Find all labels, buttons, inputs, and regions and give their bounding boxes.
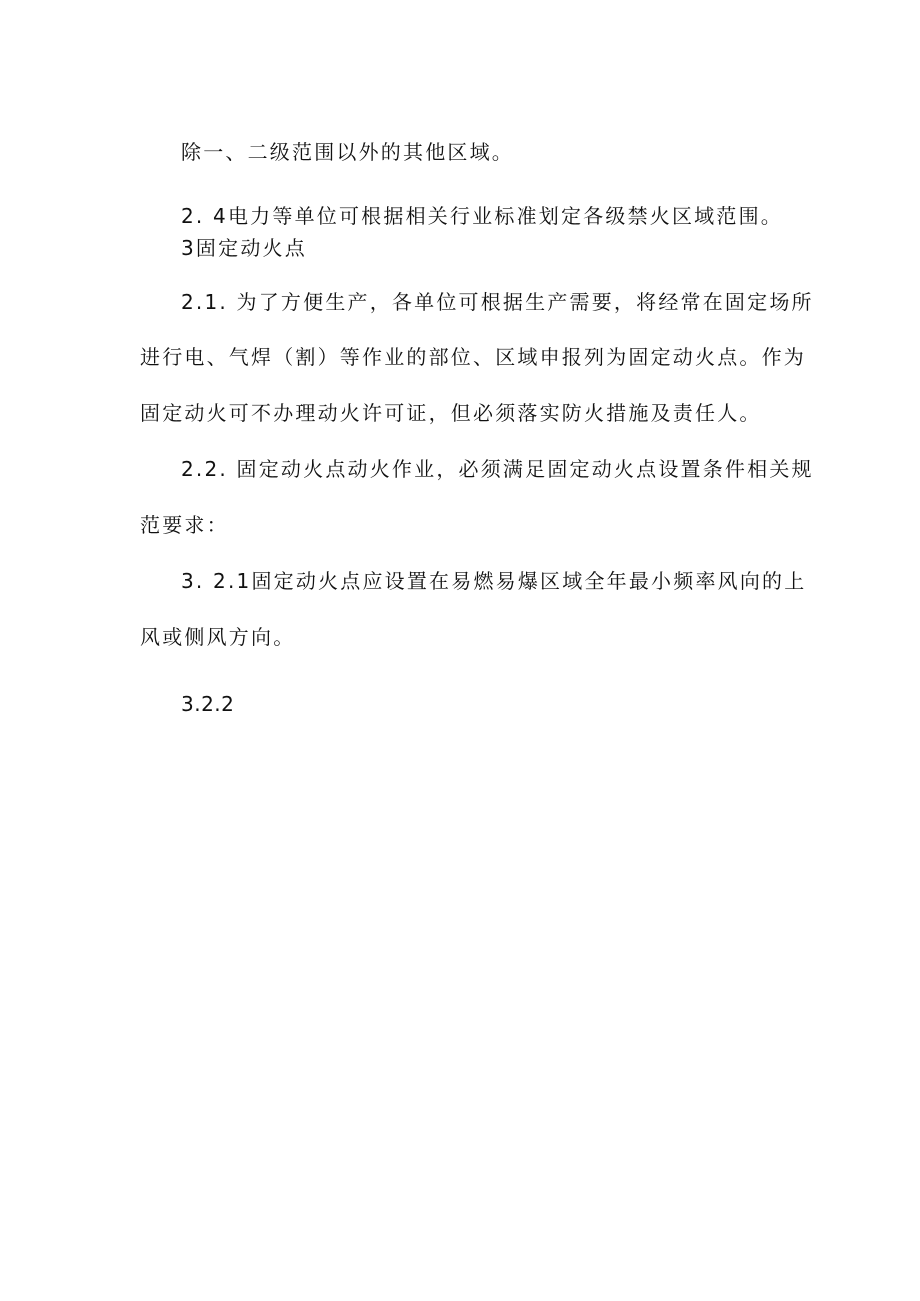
section-heading: 3固定动火点 xyxy=(181,236,307,260)
paragraph-line-5: 进行电、气焊（割）等作业的部位、区域申报列为固定动火点。作为 xyxy=(140,345,806,369)
section-number: 3.2.2 xyxy=(181,692,235,716)
paragraph-line-1: 除一、二级范围以外的其他区域。 xyxy=(181,140,514,164)
paragraph-line-2: 2. 4电力等单位可根据相关行业标准划定各级禁火区域范围。 xyxy=(181,204,783,228)
paragraph-line-10: 风或侧风方向。 xyxy=(140,625,296,649)
paragraph-line-7: 2.2. 固定动火点动火作业，必须满足固定动火点设置条件相关规 xyxy=(181,457,814,481)
paragraph-line-9: 3. 2.1固定动火点应设置在易燃易爆区域全年最小频率风向的上 xyxy=(181,569,807,593)
paragraph-line-8: 范要求： xyxy=(140,513,229,537)
paragraph-line-4: 2.1. 为了方便生产，各单位可根据生产需要，将经常在固定场所 xyxy=(181,290,814,314)
paragraph-line-6: 固定动火可不办理动火许可证，但必须落实防火措施及责任人。 xyxy=(140,401,762,425)
